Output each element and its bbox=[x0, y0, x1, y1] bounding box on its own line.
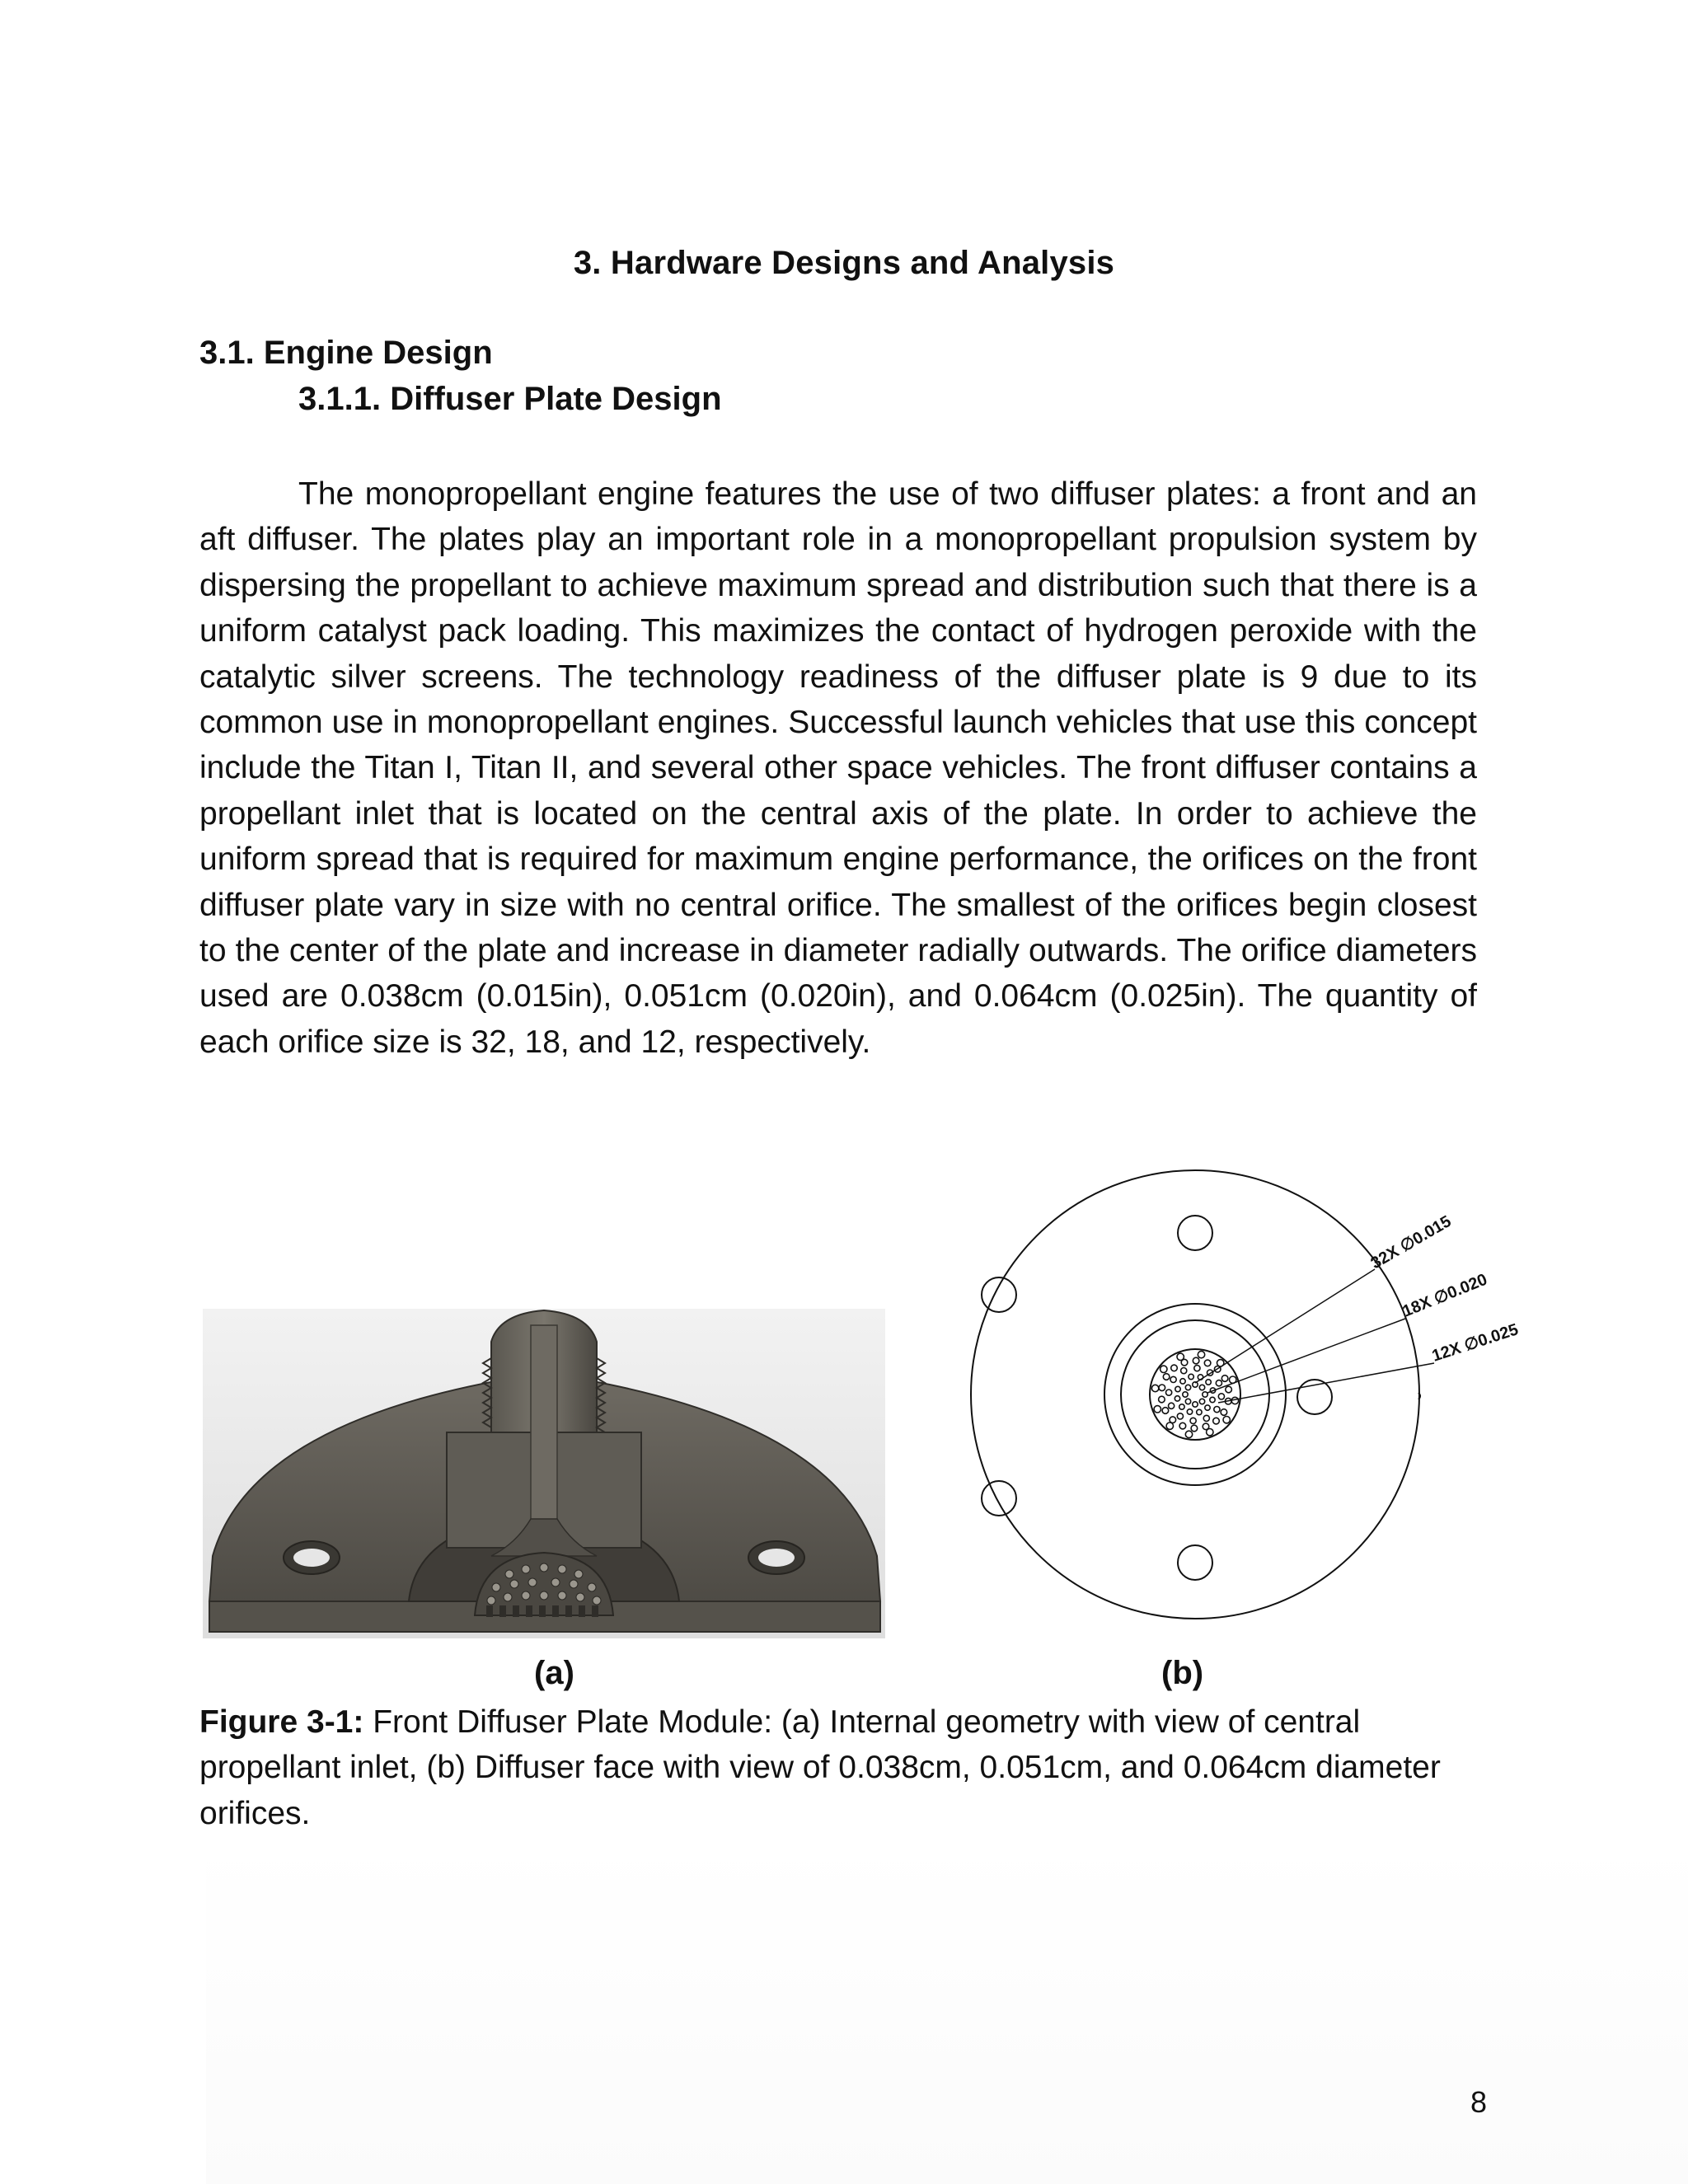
orifice-hole bbox=[1199, 1385, 1204, 1390]
inner-boss-outline bbox=[1104, 1304, 1286, 1485]
orifice-hole bbox=[1205, 1405, 1210, 1410]
orifice-hole bbox=[1189, 1374, 1193, 1379]
orifice-hole bbox=[1216, 1380, 1221, 1386]
orifice-hole bbox=[1223, 1417, 1230, 1423]
orifice-hole bbox=[1160, 1366, 1167, 1372]
orifice-hole bbox=[1151, 1385, 1158, 1391]
section-heading: 3.1. Engine Design bbox=[199, 335, 493, 371]
chapter-title: 3. Hardware Designs and Analysis bbox=[573, 245, 1115, 281]
orifice-hole bbox=[1214, 1407, 1220, 1413]
outer-plate-outline bbox=[971, 1170, 1419, 1619]
orifice-region-outline bbox=[1121, 1320, 1269, 1469]
figure-a-cutaway-render bbox=[203, 1309, 885, 1638]
orifice-hole bbox=[1175, 1386, 1180, 1391]
orifice-hole bbox=[1177, 1353, 1184, 1360]
orifice-hole bbox=[1203, 1392, 1207, 1397]
orifice-hole bbox=[1159, 1396, 1165, 1403]
mounting-hole-right-through bbox=[758, 1549, 795, 1567]
figure-caption bbox=[199, 1699, 1502, 1836]
orifice-hole bbox=[1221, 1376, 1228, 1382]
orifice-hole bbox=[1187, 1409, 1192, 1414]
callout-32x: 32X ∅0.015 bbox=[1367, 1212, 1455, 1273]
orifice-hole bbox=[1175, 1396, 1179, 1401]
orifice-hole bbox=[1193, 1357, 1199, 1364]
orifice-hole bbox=[1213, 1418, 1220, 1424]
figure-sublabel-a: (a) bbox=[534, 1655, 574, 1691]
orifice-hole bbox=[1203, 1415, 1209, 1421]
orifice-hole bbox=[1163, 1374, 1170, 1380]
callout-18x: 18X ∅0.020 bbox=[1400, 1270, 1490, 1321]
callout-12x: 12X ∅0.025 bbox=[1429, 1320, 1521, 1366]
bolt-hole bbox=[1178, 1216, 1212, 1250]
orifice-hole bbox=[1177, 1413, 1183, 1419]
orifice-hole bbox=[1218, 1394, 1224, 1399]
bolt-hole bbox=[982, 1277, 1016, 1312]
orifice-hole bbox=[1166, 1422, 1173, 1429]
base-slots bbox=[486, 1605, 598, 1617]
orifice-hole bbox=[1198, 1351, 1204, 1357]
figure-caption-text: Front Diffuser Plate Module: (a) Internal geometry with view of central propellant inlet, (b) Diffuser face with view of 0.038cm, 0.051cm, and 0.064cm diameter orifices. bbox=[199, 1704, 1441, 1831]
orifice-hole bbox=[1154, 1406, 1160, 1413]
orifice-hole bbox=[1179, 1422, 1186, 1429]
orifice-hole bbox=[1193, 1402, 1198, 1407]
orifice-hole bbox=[1190, 1418, 1196, 1423]
bolt-hole bbox=[982, 1481, 1016, 1516]
orifice-hole bbox=[1185, 1399, 1190, 1404]
orifice-hole bbox=[1169, 1403, 1175, 1408]
body-paragraph: The monopropellant engine features the use of two diffuser plates: a front and an aft diffuser. The plates play an important role in a monopropellant propulsion system by dispersing the propellant to achieve maximum spread and distribution such that there is a uniform catalyst pack loading. This maximizes the contact of hydrogen peroxide with the catalytic silver screens. The technology readiness of the diffuser plate is 9 due to its common use in monopropellant engines. Successful launch vehicles that use this concept include the Titan I, Titan II, and several other space vehicles. The front diffuser contains a propellant inlet that is located on the central axis of the plate. In order to achieve the uniform spread that is required for maximum engine performance, the orifices on the front diffuser plate vary in size with no central orifice. The smallest of the orifices begin closest to the center of the plate and increase in diameter radially outwards. The orifice diameters used are 0.038cm (0.015in), 0.051cm (0.020in), and 0.064cm (0.025in). The quantity of each orifice size is 32, 18, and 12, respectively. bbox=[199, 476, 1477, 1060]
bolt-hole bbox=[1178, 1545, 1212, 1580]
orifice-hole bbox=[1179, 1404, 1184, 1409]
orifice-hole bbox=[1194, 1366, 1200, 1371]
orifice-hole bbox=[1180, 1379, 1185, 1384]
orifice-hole bbox=[1162, 1408, 1169, 1414]
orifice-hole bbox=[1197, 1409, 1202, 1414]
orifice-hole bbox=[1206, 1380, 1211, 1385]
figure-caption-label: Figure 3-1: bbox=[199, 1704, 364, 1740]
figure-b-diffuser-face-drawing bbox=[890, 1146, 1521, 1640]
orifice-hole bbox=[1221, 1409, 1227, 1416]
orifice-hole bbox=[1199, 1399, 1204, 1404]
orifice-hole bbox=[1185, 1431, 1192, 1437]
mounting-hole-left-through bbox=[293, 1549, 330, 1567]
page-number: 8 bbox=[1470, 2085, 1488, 2119]
orifice-hole bbox=[1159, 1385, 1165, 1391]
figure-sublabel-b: (b) bbox=[1161, 1655, 1204, 1691]
orifice-hole bbox=[1185, 1385, 1190, 1390]
orifice-hole bbox=[1207, 1429, 1213, 1436]
orifice-hole bbox=[1183, 1392, 1188, 1397]
subsection-heading: 3.1.1. Diffuser Plate Design bbox=[298, 381, 722, 417]
orifice-hole bbox=[1204, 1360, 1211, 1366]
orifice-hole bbox=[1210, 1397, 1215, 1402]
propellant-channel bbox=[531, 1325, 557, 1523]
orifice-hole bbox=[1170, 1376, 1176, 1382]
orifice-hole bbox=[1171, 1365, 1178, 1371]
orifice-hole bbox=[1191, 1425, 1198, 1432]
page-background bbox=[206, 1838, 1688, 2184]
orifice-hole bbox=[1181, 1368, 1187, 1374]
orifice-hole bbox=[1226, 1386, 1232, 1393]
orifice-hole bbox=[1166, 1390, 1172, 1395]
